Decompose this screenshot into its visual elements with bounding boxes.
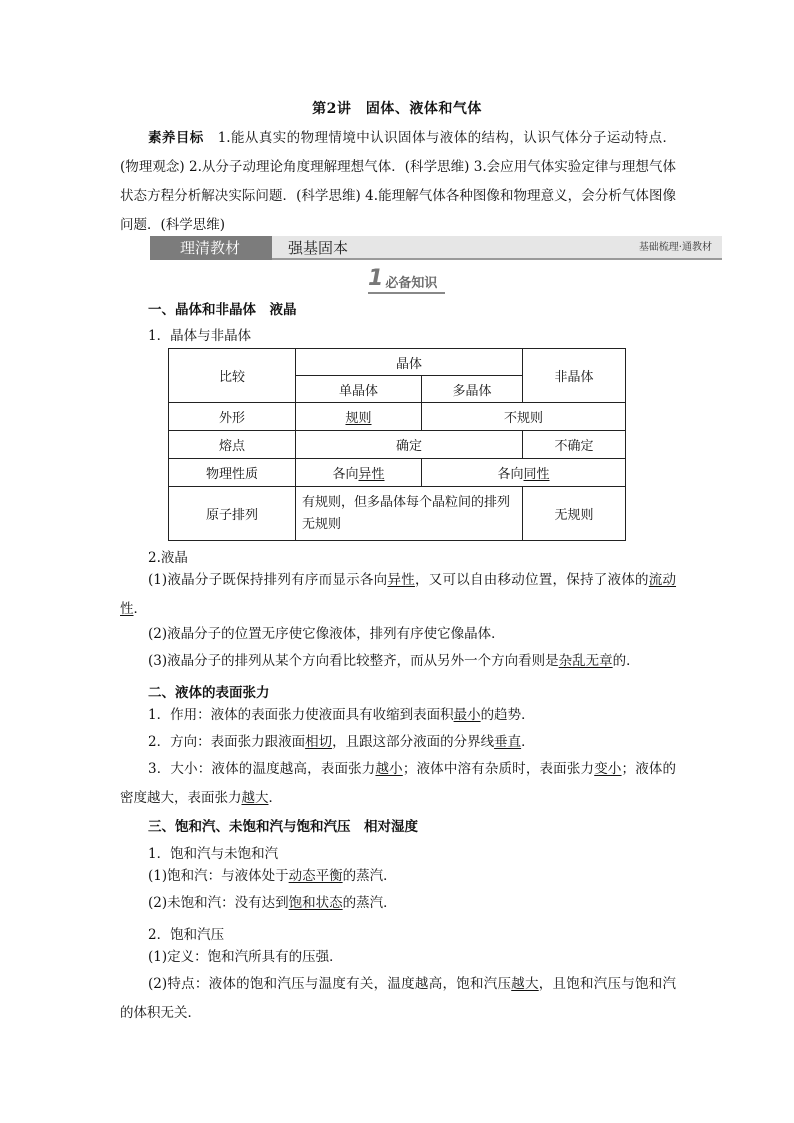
banner-light-label: 强基固本	[288, 239, 349, 257]
sv1-text-end: 的蒸汽．	[342, 868, 397, 884]
property-other-prefix: 各向	[497, 467, 524, 482]
table-header-crystal: 晶体	[296, 349, 523, 376]
learning-objectives	[120, 124, 676, 240]
objectives-text: 1.能从真实的物理情境中认识固体与液体的结构，认识气体分子运动特点．(物理观念) 2.从分子动理论角度理解理想气体．(科学思维) 3.会应用气体实验定律与理想气体状态方程分析解决实际问题．(科学思维) 4.能理解气体各种图像和物理意义，会分析气体图像问题．(科学思维)	[120, 130, 676, 233]
table-cell-melting-amorphous: 不确定	[523, 431, 626, 459]
lesson-title: 第2讲 固体、液体和气体	[312, 101, 482, 117]
sv1-text-a: (1)饱和汽：与液体处于	[148, 868, 289, 884]
st2-text-end: ．	[521, 734, 535, 750]
st3-underline-2: 变小	[594, 761, 622, 777]
surface-tension-effect	[120, 701, 676, 730]
st2-text-a: 2．方向：表面张力跟液面	[148, 734, 306, 750]
property-other-underlined: 同性	[523, 467, 550, 482]
lc1-text-end: ．	[133, 601, 147, 617]
table-header-single-crystal: 单晶体	[296, 376, 422, 403]
vp2-text-end: ，且饱和汽压与饱和汽的体积无关．	[120, 976, 677, 1021]
crystal-comparison-table	[168, 348, 626, 541]
lc1-underline-2: 流动性	[120, 572, 677, 617]
table-row-label-physical-property: 物理性质	[169, 459, 296, 487]
sv2-underline: 饱和状态	[288, 895, 343, 911]
surface-tension-magnitude	[120, 755, 676, 813]
vapor-pressure-characteristics	[120, 970, 676, 1028]
saturated-vapor-def	[120, 862, 676, 891]
objectives-label: 素养目标	[148, 130, 204, 146]
property-single-prefix: 各向	[332, 467, 359, 482]
vapor-pressure-definition: (1)定义：饱和汽所具有的压强．	[148, 949, 343, 965]
banner-right-label: 基础梳理·通教材	[638, 242, 712, 253]
banner-light-area	[272, 236, 722, 260]
table-header-amorphous: 非晶体	[523, 349, 626, 403]
badge-number: 1	[368, 266, 384, 291]
table-cell-property-single	[296, 459, 422, 487]
heading-crystal: 一、晶体和非晶体 液晶	[148, 302, 297, 318]
sv1-underline: 动态平衡	[288, 868, 343, 884]
st3-underline-1: 越小	[375, 761, 403, 777]
liquid-crystal-point-2: (2)液晶分子的位置无序使它像液体，排列有序使它像晶体．	[148, 626, 505, 642]
table-header-polycrystal: 多晶体	[422, 376, 523, 403]
table-cell-arrangement-crystal: 有规则，但多晶体每个晶粒间的排列无规则	[296, 487, 523, 541]
liquid-crystal-point-1	[120, 566, 676, 624]
badge-underline	[368, 292, 445, 294]
table-row-label-shape: 外形	[169, 403, 296, 431]
subheading-liquid-crystal: 2.液晶	[148, 550, 188, 566]
lc3-underline: 杂乱无章	[558, 653, 613, 669]
sv2-text-a: (2)未饱和汽：没有达到	[148, 895, 289, 911]
lc1-text-b: ，又可以自由移动位置，保持了液体的	[414, 572, 649, 588]
unsaturated-vapor-def	[120, 889, 676, 918]
table-cell-arrangement-amorphous: 无规则	[523, 487, 626, 541]
table-cell-shape-single-value: 规则	[345, 411, 372, 426]
st3-text-a: 3．大小：液体的温度越高，表面张力	[148, 761, 376, 777]
sv2-text-end: 的蒸汽．	[342, 895, 397, 911]
surface-tension-direction	[120, 728, 676, 757]
st2-underline-2: 垂直	[494, 734, 522, 750]
st1-underline: 最小	[453, 707, 481, 723]
st1-text-a: 1．作用：液体的表面张力使液面具有收缩到表面积	[148, 707, 454, 723]
st1-text-end: 的趋势．	[480, 707, 535, 723]
table-cell-shape-other: 不规则	[422, 403, 626, 431]
lc1-underline-1: 异性	[387, 572, 415, 588]
essential-knowledge-badge	[368, 266, 437, 290]
table-header-compare: 比较	[169, 349, 296, 403]
subheading-crystal-vs-amorphous: 1．晶体与非晶体	[148, 328, 252, 344]
badge-text: 必备知识	[385, 276, 438, 291]
lc3-text-a: (3)液晶分子的排列从某个方向看比较整齐，而从另外一个方向看则是	[148, 653, 559, 669]
table-cell-property-other	[422, 459, 626, 487]
subheading-saturated-unsaturated: 1．饱和汽与未饱和汽	[148, 846, 279, 862]
heading-surface-tension: 二、液体的表面张力	[148, 685, 270, 701]
table-row-label-atomic-arrangement: 原子排列	[169, 487, 296, 541]
st2-underline-1: 相切	[305, 734, 333, 750]
st3-text-b: ；液体中溶有杂质时，表面张力	[402, 761, 595, 777]
st3-underline-3: 越大	[241, 790, 269, 806]
banner-dark-label: 理清教材	[150, 236, 272, 260]
property-single-underlined: 异性	[358, 467, 385, 482]
subheading-saturated-vapor-pressure: 2．饱和汽压	[148, 927, 225, 943]
liquid-crystal-point-3	[120, 647, 676, 676]
st2-text-b: ，且跟这部分液面的分界线	[332, 734, 495, 750]
table-cell-shape-single	[296, 403, 422, 431]
vp2-underline: 越大	[511, 976, 539, 992]
st3-text-end: ．	[268, 790, 282, 806]
table-row-label-melting-point: 熔点	[169, 431, 296, 459]
st3-text-c: ；液体的密度越大，表面张力	[120, 761, 677, 806]
lc3-text-end: 的．	[612, 653, 640, 669]
heading-saturated-vapor: 三、饱和汽、未饱和汽与饱和汽压 相对湿度	[148, 819, 418, 835]
section-banner	[150, 236, 722, 260]
lc1-text-a: (1)液晶分子既保持排列有序而显示各向	[148, 572, 388, 588]
vp2-text-a: (2)特点：液体的饱和汽压与温度有关，温度越高，饱和汽压	[148, 976, 512, 992]
table-cell-melting-crystal: 确定	[296, 431, 523, 459]
